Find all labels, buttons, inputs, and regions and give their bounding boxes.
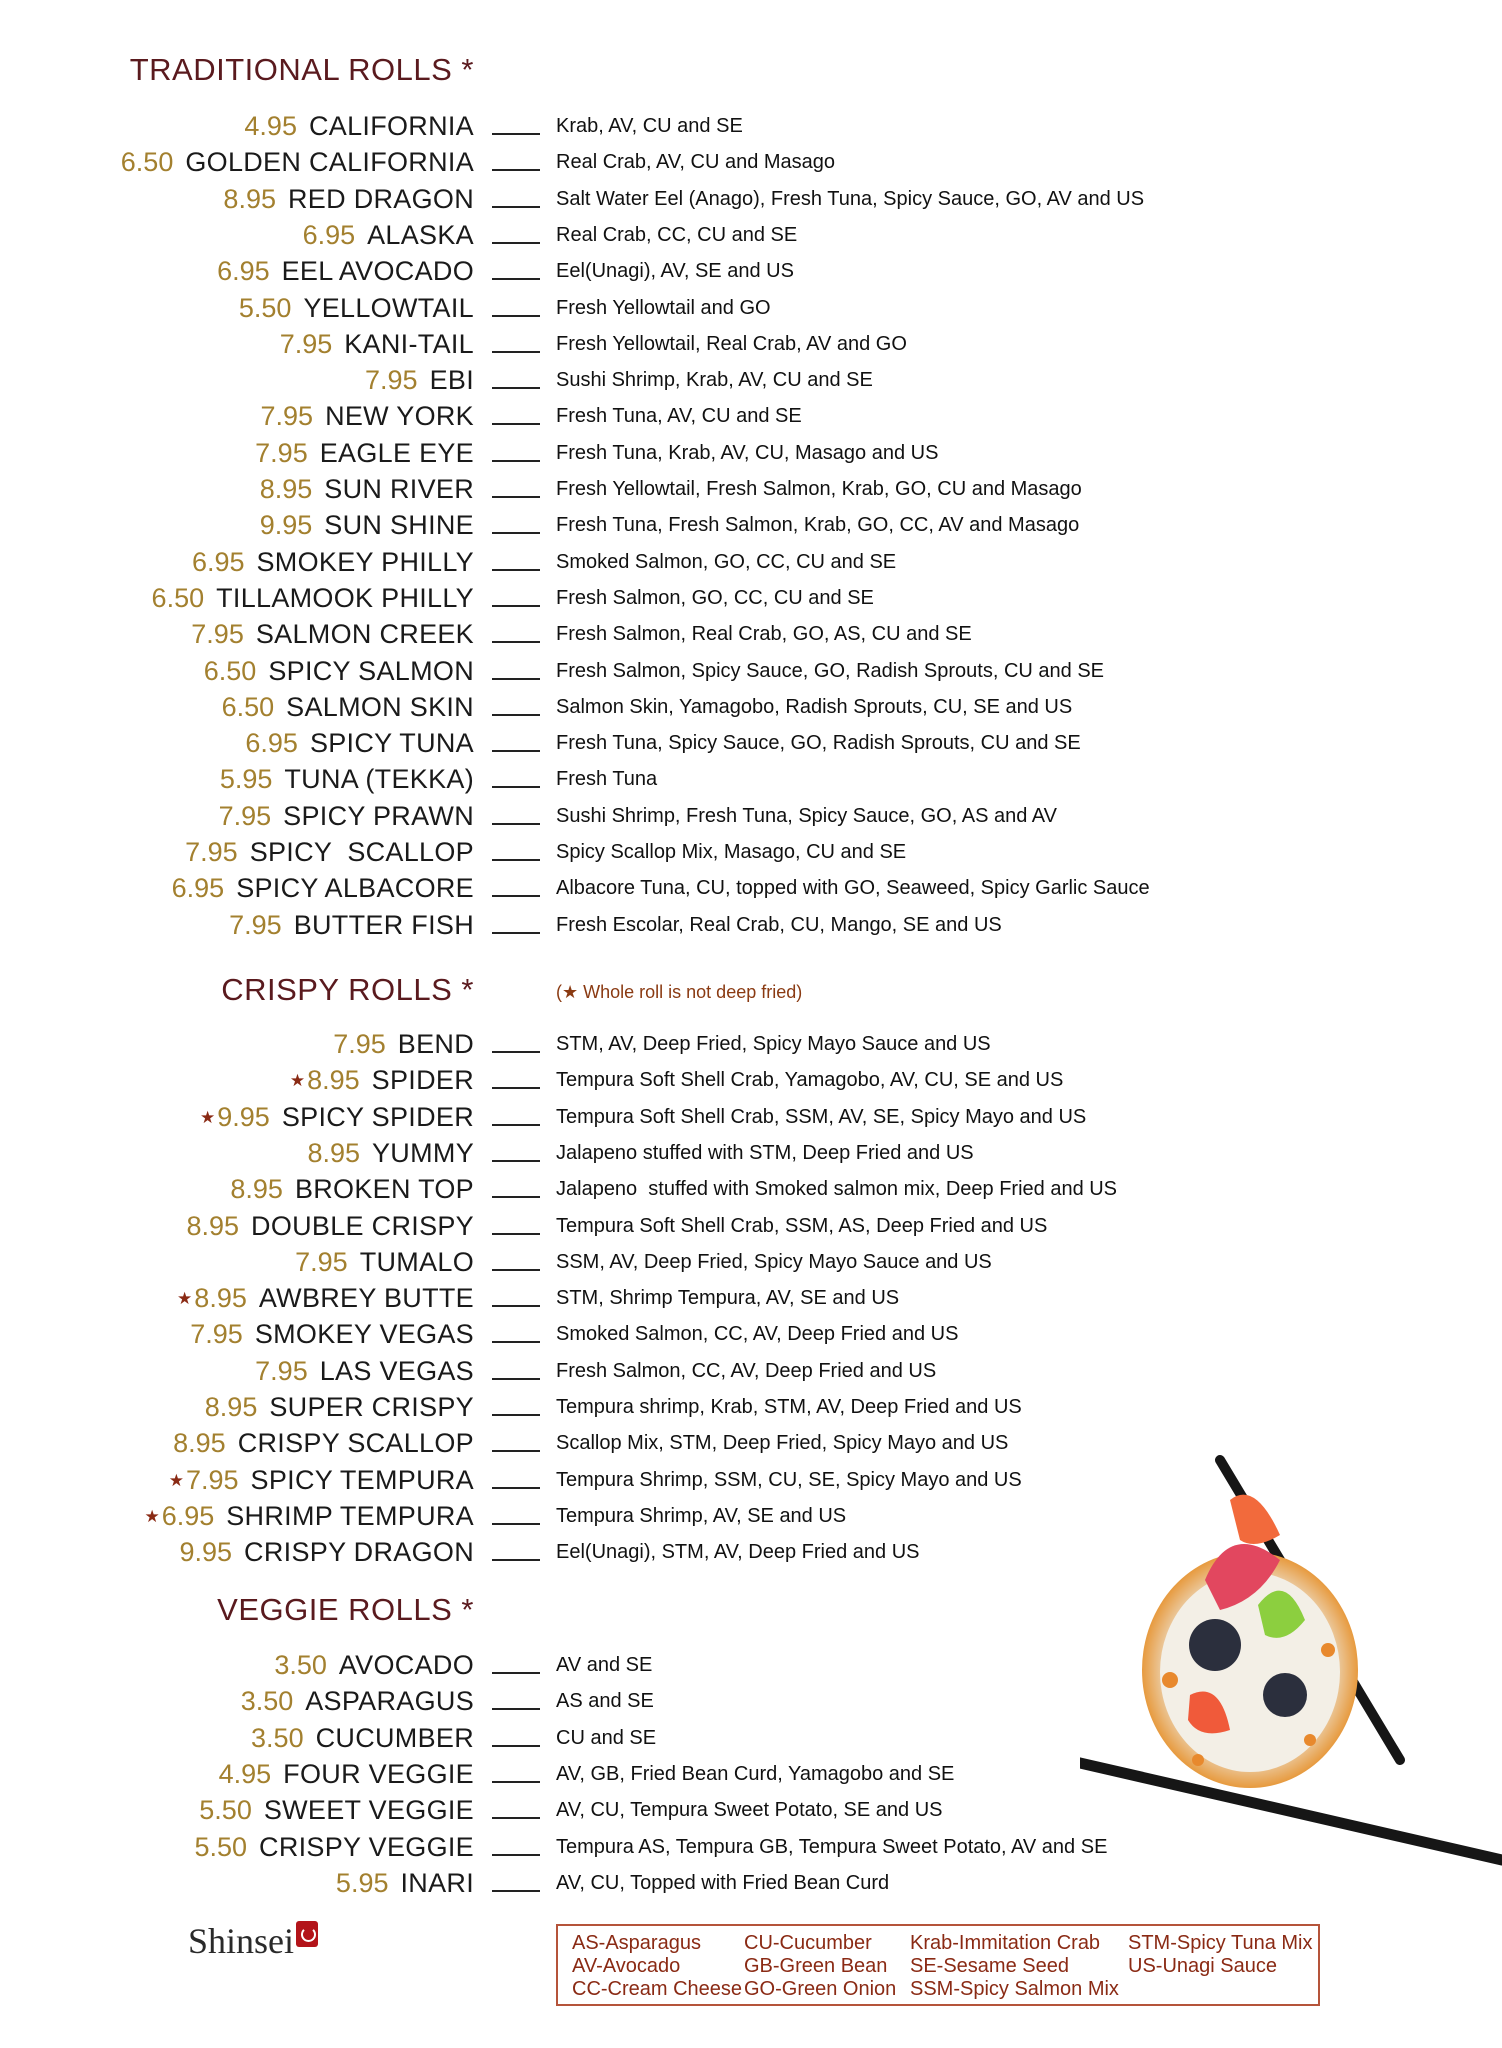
item-name: BUTTER FISH <box>293 909 474 940</box>
item-price-name <box>177 1280 474 1317</box>
item-price: 8.95 <box>194 1283 247 1314</box>
item-price-name <box>251 1720 474 1756</box>
not-deep-fried-star-icon: ★ <box>168 1470 184 1490</box>
item-name: CRISPY VEGGIE <box>259 1831 474 1862</box>
legend-entry: AV-Avocado <box>572 1955 681 1977</box>
item-name: TUMALO <box>359 1246 474 1277</box>
item-price: 4.95 <box>218 1758 272 1789</box>
menu-item-new-york <box>0 398 1502 434</box>
legend-entry: AS-Asparagus <box>572 1932 701 1954</box>
item-price-name <box>185 834 474 870</box>
leader-line <box>492 1708 540 1710</box>
item-description: CU and SE <box>556 1726 657 1749</box>
menu-item-salmon-skin <box>0 689 1502 725</box>
not-deep-fried-star-icon: ★ <box>289 1071 306 1091</box>
item-name: FOUR VEGGIE <box>283 1758 474 1789</box>
menu-item-eagle-eye <box>0 435 1502 471</box>
menu-item-spicy-tuna <box>0 725 1502 761</box>
item-description: Fresh Yellowtail and GO <box>556 296 771 319</box>
brand-name: Shinsei <box>188 1921 295 1961</box>
menu-item-ebi <box>0 362 1502 398</box>
item-price: 8.95 <box>230 1174 283 1205</box>
item-description: Tempura shrimp, Krab, STM, AV, Deep Fried and US <box>556 1396 1022 1418</box>
item-price-name <box>205 1389 474 1425</box>
item-name: EAGLE EYE <box>319 437 474 468</box>
item-price: 6.50 <box>203 655 257 686</box>
item-price-name <box>245 725 474 761</box>
leader-line <box>492 786 540 788</box>
item-price-name <box>290 1062 474 1099</box>
menu-item-smokey-philly <box>0 544 1502 580</box>
leader-line <box>492 460 540 462</box>
not-deep-fried-star-icon: ★ <box>177 1289 193 1309</box>
item-description: STM, Shrimp Tempura, AV, SE and US <box>556 1287 900 1310</box>
item-name: SPICY SPIDER <box>281 1101 474 1132</box>
leader-line <box>492 1269 540 1271</box>
item-description: Salmon Skin, Yamagobo, Radish Sprouts, CU, SE and US <box>556 695 1073 718</box>
section-title-veggie-rolls: VEGGIE ROLLS * <box>217 1592 474 1627</box>
item-price: 5.50 <box>194 1831 248 1862</box>
item-price: 5.95 <box>335 1867 389 1898</box>
menu-item-spider <box>0 1062 1502 1098</box>
item-description: Jalapeno stuffed with STM, Deep Fried and US <box>556 1141 974 1164</box>
item-description: Spicy Scallop Mix, Masago, CU and SE <box>556 841 907 863</box>
item-price-name <box>261 398 475 434</box>
item-price-name <box>244 108 474 144</box>
leader-line <box>492 1196 540 1198</box>
item-name: YUMMY <box>372 1137 474 1168</box>
item-name: KANI-TAIL <box>344 328 474 359</box>
item-price: 6.95 <box>191 546 245 577</box>
leader-line <box>492 1414 540 1416</box>
item-price-name <box>191 616 474 652</box>
item-description: Fresh Tuna, Krab, AV, CU, Masago and US <box>556 441 939 464</box>
item-price: 7.95 <box>229 909 282 940</box>
leader-line <box>492 532 540 534</box>
item-price: 7.95 <box>191 619 244 650</box>
item-price-name <box>222 689 474 725</box>
item-price-name <box>173 1425 474 1461</box>
item-price: 5.50 <box>238 292 292 323</box>
item-description: Fresh Escolar, Real Crab, CU, Mango, SE and US <box>556 913 1002 936</box>
menu-item-awbrey-butte <box>0 1280 1502 1316</box>
item-price: 8.95 <box>223 183 276 214</box>
menu-item-spicy-prawn <box>0 798 1502 834</box>
leader-line <box>492 133 540 135</box>
item-price-name <box>152 580 474 616</box>
item-price-name <box>223 181 474 217</box>
leader-line <box>492 932 540 934</box>
item-price-name <box>121 144 474 180</box>
menu-item-bend <box>0 1026 1502 1062</box>
item-description: Fresh Salmon, Real Crab, GO, AS, CU and SE <box>556 623 972 646</box>
item-price: 7.95 <box>333 1029 386 1059</box>
item-description: Fresh Yellowtail, Real Crab, AV and GO <box>556 332 907 355</box>
item-name: TUNA (TEKKA) <box>284 764 474 795</box>
item-price-name <box>336 1865 474 1901</box>
menu-item-broken-top <box>0 1171 1502 1207</box>
item-description: Smoked Salmon, CC, AV, Deep Fried and US <box>556 1323 959 1346</box>
menu-item-yellowtail <box>0 290 1502 326</box>
item-name: YELLOWTAIL <box>303 292 474 323</box>
legend-entry: CC-Cream Cheese <box>572 1978 743 2000</box>
item-price: 8.95 <box>173 1428 226 1459</box>
item-price: 6.95 <box>245 728 298 759</box>
leader-line <box>492 242 540 244</box>
item-price-name <box>295 1244 474 1280</box>
leader-line <box>492 1305 540 1307</box>
item-description: Real Crab, AV, CU and Masago <box>556 151 836 174</box>
menu-item-spicy-salmon <box>0 653 1502 689</box>
item-price-name <box>260 507 474 543</box>
menu-item-tuna-tekka <box>0 761 1502 797</box>
leader-line <box>492 605 540 607</box>
leader-line <box>492 1781 540 1783</box>
item-description: Sushi Shrimp, Krab, AV, CU and SE <box>556 369 873 392</box>
leader-line <box>492 1160 540 1162</box>
leader-line <box>492 387 540 389</box>
item-description: Albacore Tuna, CU, topped with GO, Seaweed, Spicy Garlic Sauce <box>556 877 1150 900</box>
menu-item-butter-fish <box>0 907 1502 943</box>
item-name: TILLAMOOK PHILLY <box>216 582 474 613</box>
item-price: 3.50 <box>240 1686 294 1717</box>
item-description: Krab, AV, CU and SE <box>556 115 743 137</box>
item-name: ALASKA <box>367 219 474 250</box>
item-price-name <box>365 362 474 398</box>
item-name: SUPER CRISPY <box>269 1392 474 1422</box>
item-name: SPICY SCALLOP <box>249 837 474 867</box>
item-description: Scallop Mix, STM, Deep Fried, Spicy Mayo and US <box>556 1432 1009 1455</box>
item-price: 3.50 <box>251 1722 304 1753</box>
leader-line <box>492 1487 540 1489</box>
leader-line <box>492 1523 540 1525</box>
leader-line <box>492 351 540 353</box>
item-price: 7.95 <box>365 365 418 396</box>
item-description: Fresh Salmon, GO, CC, CU and SE <box>556 586 874 609</box>
item-price-name <box>219 1756 474 1792</box>
item-description: Fresh Salmon, CC, AV, Deep Fried and US <box>556 1359 937 1382</box>
item-price-name <box>199 1792 474 1828</box>
item-name: CRISPY DRAGON <box>244 1537 474 1568</box>
item-description: Smoked Salmon, GO, CC, CU and SE <box>556 550 897 573</box>
leader-line <box>492 1124 540 1126</box>
item-name: SMOKEY VEGAS <box>254 1319 474 1350</box>
menu-item-super-crispy <box>0 1389 1502 1425</box>
item-name: EBI <box>429 365 474 396</box>
legend-entry: SSM-Spicy Salmon Mix <box>910 1978 1119 2000</box>
item-price-name <box>219 798 474 834</box>
item-price: 9.95 <box>179 1537 233 1568</box>
item-price: 5.50 <box>199 1795 252 1826</box>
leader-line <box>492 1745 540 1747</box>
leader-line <box>492 206 540 208</box>
item-name: EEL AVOCADO <box>281 256 474 287</box>
leader-line <box>492 496 540 498</box>
leader-line <box>492 1559 540 1561</box>
not-deep-fried-star-icon: ★ <box>144 1506 160 1526</box>
leader-line <box>492 1450 540 1452</box>
item-price-name <box>241 1683 474 1719</box>
item-price: 8.95 <box>259 474 313 504</box>
menu-item-california <box>0 108 1502 144</box>
item-price: 7.95 <box>185 1464 239 1495</box>
leader-line <box>492 678 540 680</box>
item-price-name <box>217 253 474 289</box>
item-price-name <box>194 1829 474 1865</box>
item-price-name <box>190 1316 474 1352</box>
item-price-name <box>230 1171 474 1207</box>
item-description: Fresh Tuna, AV, CU and SE <box>556 405 802 428</box>
legend-entry: GO-Green Onion <box>744 1978 897 2000</box>
item-name: SHRIMP TEMPURA <box>226 1500 474 1531</box>
item-description: Fresh Salmon, Spicy Sauce, GO, Radish Sprouts, CU and SE <box>556 659 1105 682</box>
item-price: 7.95 <box>190 1319 243 1350</box>
menu-item-double-crispy <box>0 1208 1502 1244</box>
item-name: SMOKEY PHILLY <box>256 546 474 577</box>
item-description: Eel(Unagi), STM, AV, Deep Fried and US <box>556 1541 920 1564</box>
item-price: 6.50 <box>120 147 174 178</box>
legend-entry: Krab-Immitation Crab <box>910 1932 1101 1954</box>
item-description: AS and SE <box>556 1690 654 1713</box>
leader-line <box>492 1233 540 1235</box>
menu-item-spicy-scallop <box>0 834 1502 870</box>
item-name: SPICY SALMON <box>268 655 474 686</box>
brand-logo <box>188 1920 318 1962</box>
menu-item-tumalo <box>0 1244 1502 1280</box>
item-name: ASPARAGUS <box>305 1686 474 1717</box>
leader-line <box>492 1087 540 1089</box>
item-price-name <box>186 1208 474 1244</box>
item-price-name <box>192 544 474 580</box>
item-name: SUN SHINE <box>324 510 474 541</box>
item-name: RED DRAGON <box>287 183 474 214</box>
menu-item-spicy-spider <box>0 1099 1502 1135</box>
shinsei-logo-mark-icon <box>296 1921 318 1947</box>
item-price: 6.95 <box>217 256 270 287</box>
item-price: 4.95 <box>244 111 297 141</box>
item-price-name <box>260 471 474 507</box>
item-name: CUCUMBER <box>315 1722 474 1753</box>
leader-line <box>492 315 540 317</box>
item-price: 8.95 <box>186 1210 240 1241</box>
item-description: Tempura Shrimp, AV, SE and US <box>556 1504 847 1527</box>
item-price-name <box>239 290 474 326</box>
item-price: 6.50 <box>221 691 275 722</box>
legend-entry: US-Unagi Sauce <box>1128 1955 1277 1977</box>
item-name: CRISPY SCALLOP <box>237 1428 474 1459</box>
item-price: 8.95 <box>204 1392 258 1422</box>
item-price: 8.95 <box>307 1065 360 1096</box>
section-note: (★ Whole roll is not deep fried) <box>556 982 803 1002</box>
item-description: Sushi Shrimp, Fresh Tuna, Spicy Sauce, GO, AS and AV <box>556 804 1057 827</box>
item-name: BROKEN TOP <box>294 1174 474 1205</box>
item-description: Fresh Tuna, Spicy Sauce, GO, Radish Sprouts, CU and SE <box>556 732 1081 755</box>
item-name: CALIFORNIA <box>308 111 474 141</box>
item-price: 9.95 <box>259 510 313 541</box>
section-title-traditional-rolls: TRADITIONAL ROLLS * <box>129 52 474 87</box>
item-description: Eel(Unagi), AV, SE and US <box>556 260 794 283</box>
item-description: Fresh Tuna, Fresh Salmon, Krab, GO, CC, AV and Masago <box>556 514 1080 537</box>
item-name: LAS VEGAS <box>319 1355 474 1386</box>
item-description: AV, CU, Topped with Fried Bean Curd <box>556 1871 890 1894</box>
leader-line <box>492 278 540 280</box>
item-name: INARI <box>400 1867 474 1898</box>
item-price: 7.95 <box>218 800 272 831</box>
leader-line <box>492 1341 540 1343</box>
item-price-name <box>307 1135 474 1171</box>
item-name: SPIDER <box>371 1065 474 1096</box>
legend-entry: CU-Cucumber <box>744 1932 872 1954</box>
item-description: STM, AV, Deep Fried, Spicy Mayo Sauce and US <box>556 1033 991 1055</box>
menu-item-sun-river <box>0 471 1502 507</box>
item-price: 6.95 <box>302 219 356 250</box>
item-price: 7.95 <box>279 328 333 359</box>
leader-line <box>492 1672 540 1674</box>
item-price: 3.50 <box>274 1650 327 1680</box>
item-name: AWBREY BUTTE <box>258 1283 474 1314</box>
legend-entry: GB-Green Bean <box>744 1955 888 1977</box>
item-description: AV, GB, Fried Bean Curd, Yamagobo and SE <box>556 1762 955 1785</box>
item-name: BEND <box>397 1029 474 1059</box>
menu-item-kani-tail <box>0 326 1502 362</box>
item-price: 7.95 <box>185 837 238 867</box>
item-description: AV and SE <box>556 1654 653 1676</box>
item-name: GOLDEN CALIFORNIA <box>185 147 474 178</box>
item-price: 6.95 <box>161 1500 215 1531</box>
item-name: NEW YORK <box>325 401 474 432</box>
leader-line <box>492 1890 540 1892</box>
item-description: Jalapeno stuffed with Smoked salmon mix, Deep Fried and US <box>556 1178 1118 1201</box>
item-price-name <box>229 907 474 943</box>
leader-line <box>492 1378 540 1380</box>
item-description: Fresh Tuna <box>556 768 658 791</box>
leader-line <box>492 1051 540 1053</box>
item-price: 7.95 <box>295 1246 348 1277</box>
item-description: Tempura Soft Shell Crab, SSM, AV, SE, Spicy Mayo and US <box>556 1105 1087 1128</box>
item-name: SPICY PRAWN <box>283 800 474 831</box>
menu-item-sun-shine <box>0 507 1502 543</box>
item-name: SPICY ALBACORE <box>236 873 474 904</box>
leader-line <box>492 1854 540 1856</box>
item-price-name <box>333 1026 474 1062</box>
sushi-roll-chopsticks-illustration <box>1080 1440 1502 2000</box>
menu-item-eel-avocado <box>0 253 1502 289</box>
item-description: Tempura AS, Tempura GB, Tempura Sweet Potato, AV and SE <box>556 1835 1108 1858</box>
leader-line <box>492 895 540 897</box>
leader-line <box>492 169 540 171</box>
item-name: DOUBLE CRISPY <box>251 1210 474 1241</box>
item-description: Salt Water Eel (Anago), Fresh Tuna, Spicy Sauce, GO, AV and US <box>556 187 1145 210</box>
item-price-name <box>200 1099 474 1136</box>
legend-entry: STM-Spicy Tuna Mix <box>1128 1932 1313 1954</box>
leader-line <box>492 714 540 716</box>
item-price-name <box>204 653 474 689</box>
item-price: 6.95 <box>171 873 225 904</box>
item-price: 6.50 <box>151 582 205 613</box>
item-price-name <box>220 761 474 797</box>
leader-line <box>492 859 540 861</box>
leader-line <box>492 641 540 643</box>
leader-line <box>492 823 540 825</box>
item-description: Fresh Yellowtail, Fresh Salmon, Krab, GO, CU and Masago <box>556 478 1082 500</box>
item-description: Real Crab, CC, CU and SE <box>556 223 798 246</box>
item-price: 8.95 <box>307 1137 360 1168</box>
item-price-name <box>255 1353 474 1389</box>
item-price: 5.95 <box>219 764 273 795</box>
menu-item-spicy-albacore <box>0 870 1502 906</box>
item-price-name <box>179 1534 474 1570</box>
item-description: AV, CU, Tempura Sweet Potato, SE and US <box>556 1799 943 1822</box>
leader-line <box>492 423 540 425</box>
item-name: SPICY TEMPURA <box>250 1464 474 1495</box>
item-name: SPICY TUNA <box>309 728 474 759</box>
menu-item-las-vegas <box>0 1353 1502 1389</box>
menu-item-smokey-vegas <box>0 1316 1502 1352</box>
menu-item-salmon-creek <box>0 616 1502 652</box>
item-name: SUN RIVER <box>324 474 474 504</box>
legend-entry: SE-Sesame Seed <box>910 1955 1069 1977</box>
item-price: 7.95 <box>260 401 314 432</box>
item-price-name <box>144 1498 474 1535</box>
item-price-name <box>303 217 474 253</box>
section-title-crispy-rolls: CRISPY ROLLS * <box>221 972 474 1007</box>
item-price-name <box>274 1647 474 1683</box>
item-description: SSM, AV, Deep Fried, Spicy Mayo Sauce and US <box>556 1250 992 1273</box>
item-price: 9.95 <box>217 1101 270 1132</box>
menu-item-tillamook-philly <box>0 580 1502 616</box>
item-description: Tempura Soft Shell Crab, Yamagobo, AV, CU, SE and US <box>556 1069 1064 1092</box>
item-price-name <box>169 1462 474 1499</box>
not-deep-fried-star-icon: ★ <box>200 1107 216 1127</box>
item-name: SWEET VEGGIE <box>263 1795 474 1826</box>
menu-item-alaska <box>0 217 1502 253</box>
item-price-name <box>172 870 474 906</box>
item-price-name <box>255 435 474 471</box>
menu-item-golden-california <box>0 144 1502 180</box>
item-price: 7.95 <box>255 437 308 468</box>
item-description: Tempura Shrimp, SSM, CU, SE, Spicy Mayo and US <box>556 1468 1022 1491</box>
item-description: Tempura Soft Shell Crab, SSM, AS, Deep Fried and US <box>556 1214 1048 1237</box>
leader-line <box>492 569 540 571</box>
item-name: AVOCADO <box>338 1650 474 1680</box>
menu-item-yummy <box>0 1135 1502 1171</box>
leader-line <box>492 750 540 752</box>
item-name: SALMON CREEK <box>255 619 474 650</box>
menu-item-red-dragon <box>0 181 1502 217</box>
item-name: SALMON SKIN <box>286 691 474 722</box>
item-price-name <box>280 326 474 362</box>
leader-line <box>492 1817 540 1819</box>
item-price: 7.95 <box>255 1355 308 1386</box>
